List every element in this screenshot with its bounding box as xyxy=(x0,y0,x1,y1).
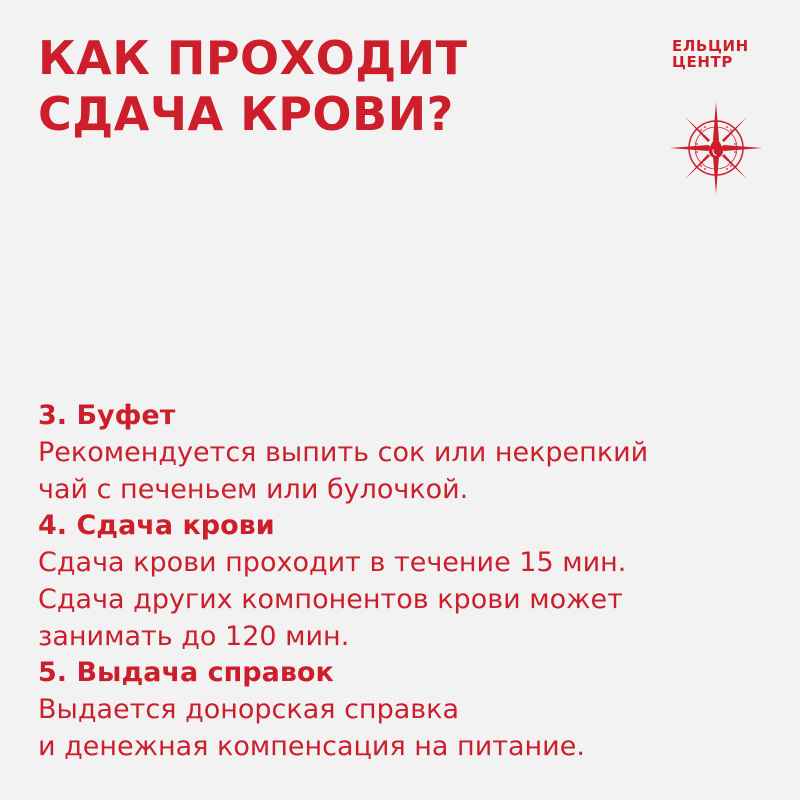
step-heading: 4. Сдача крови xyxy=(38,510,275,541)
brand-line-1: ЕЛЬЦИН xyxy=(672,37,749,55)
step-certificates xyxy=(38,655,778,765)
step-text-line: Рекомендуется выпить сок или некрепкий xyxy=(38,437,649,468)
page-title-line-1: КАК ПРОХОДИТ xyxy=(38,31,468,85)
step-text-line: Сдача других компонентов крови может xyxy=(38,584,623,615)
step-buffet xyxy=(38,398,778,508)
step-text-line: занимать до 120 мин. xyxy=(38,621,350,652)
step-blood-donation xyxy=(38,508,778,655)
yeltsin-center-logo xyxy=(672,38,749,70)
brand-line-2: ЦЕНТР xyxy=(672,53,733,71)
step-text-line: чай с печеньем или булочкой. xyxy=(38,474,469,505)
page-title-line-2: СДАЧА КРОВИ? xyxy=(38,87,454,141)
step-text-line: Сдача крови проходит в течение 15 мин. xyxy=(38,547,627,578)
page-title xyxy=(38,30,558,142)
step-text-line: и денежная компенсация на питание. xyxy=(38,731,585,762)
step-heading: 5. Выдача справок xyxy=(38,657,334,688)
steps-content xyxy=(38,398,778,765)
step-text-line: Выдается донорская справка xyxy=(38,694,460,725)
step-heading: 3. Буфет xyxy=(38,400,176,431)
donor-compass-emblem-icon xyxy=(668,100,764,196)
